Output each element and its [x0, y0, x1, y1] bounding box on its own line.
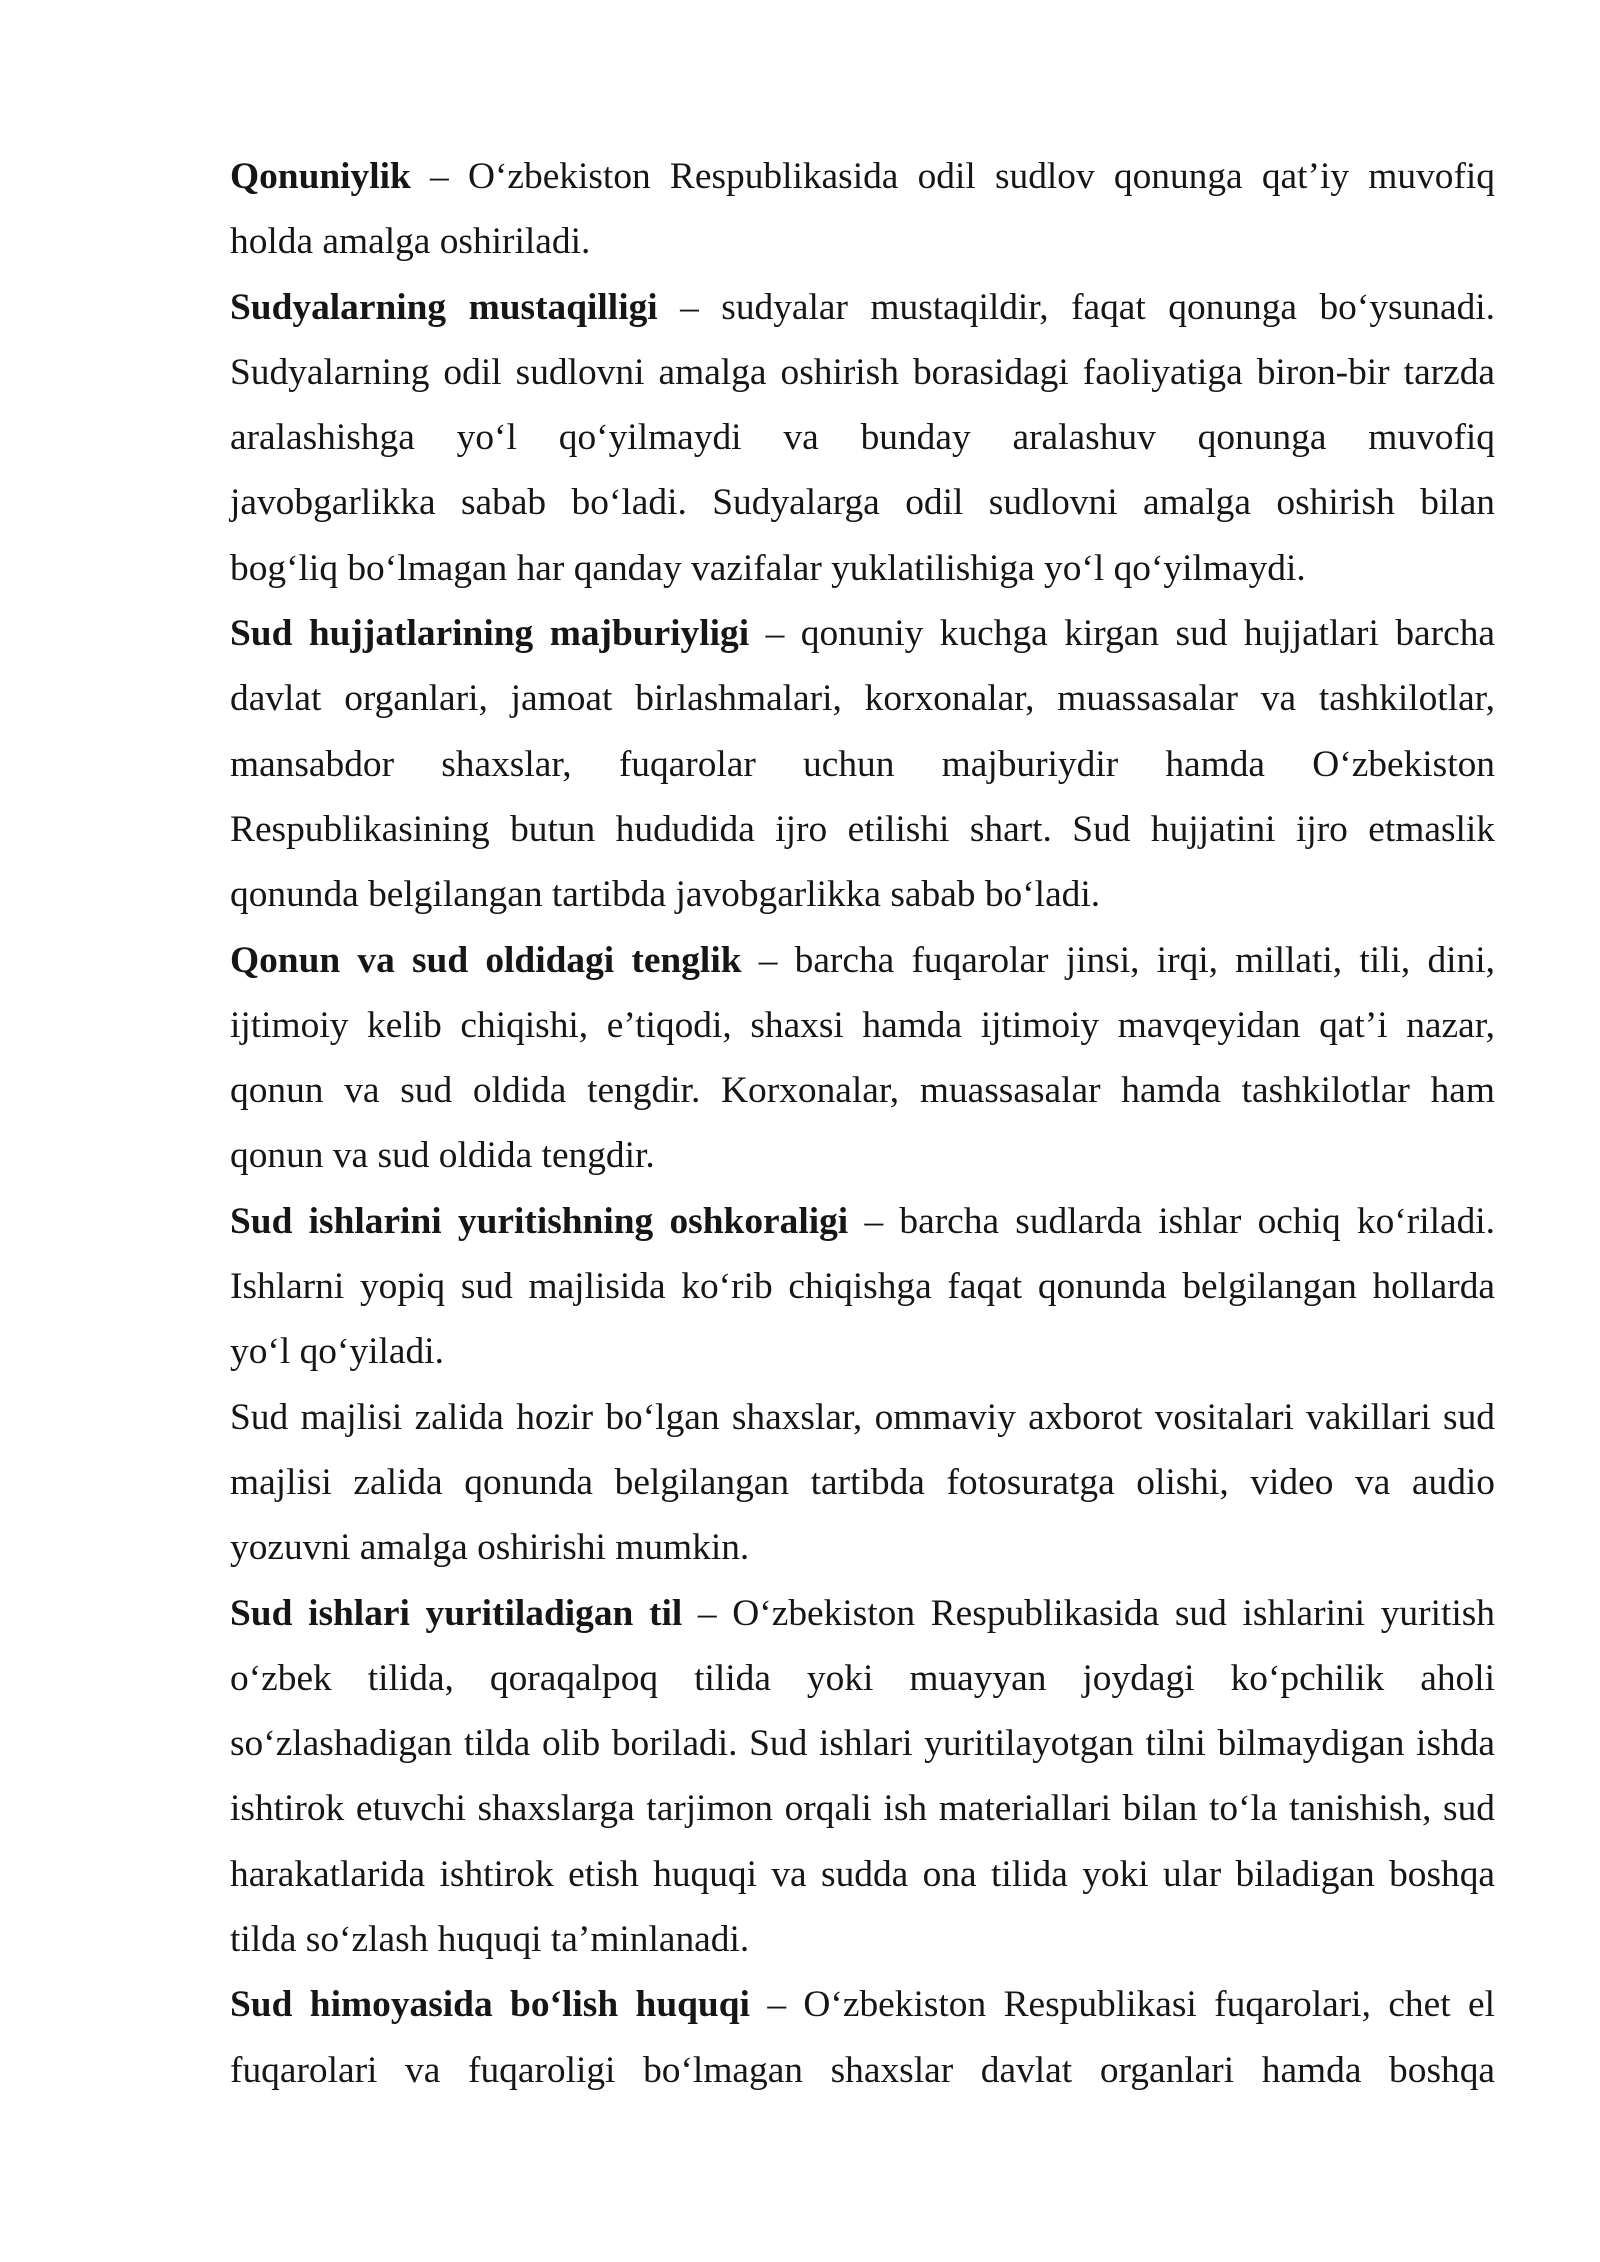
- paragraph-term: Qonun va sud oldidagi tenglik: [230, 939, 742, 981]
- text-line: [230, 1189, 1495, 1254]
- line-text: javobgarlikka sabab bo‘ladi. Sudyalarga odil sudlovni amalga oshirish bilan: [230, 482, 1495, 524]
- paragraph-term: Sud hujjatlarining majburiyligi: [230, 613, 750, 655]
- line-text: – O‘zbekiston Respublikasida odil sudlov qonunga qat’iy muvofiq: [430, 156, 1495, 197]
- text-line: [230, 405, 1495, 470]
- paragraph-term: Sud ishlari yuritiladigan til: [230, 1592, 683, 1634]
- line-text: holda amalga oshiriladi.: [230, 221, 591, 263]
- line-text: mansabdor shaxslar, fuqarolar uchun majburiydir hamda O‘zbekiston: [230, 743, 1495, 785]
- text-line: [230, 797, 1495, 862]
- text-line: [230, 209, 1495, 274]
- line-text: – barcha fuqarolar jinsi, irqi, millati, tili, dini,: [758, 939, 1495, 981]
- line-text: qonun va sud oldida tengdir.: [230, 1135, 655, 1177]
- text-line: [230, 2038, 1495, 2103]
- paragraph: [230, 601, 1495, 927]
- text-line: [230, 340, 1495, 405]
- paragraph: [230, 275, 1495, 601]
- text-line: [230, 275, 1495, 340]
- text-block: [230, 144, 1495, 2103]
- line-text: – barcha sudlarda ishlar ochiq ko‘riladi.: [864, 1200, 1495, 1242]
- text-line: [230, 601, 1495, 666]
- text-line: [230, 862, 1495, 927]
- line-text: davlat organlari, jamoat birlashmalari, korxonalar, muassasalar va tashkilotlar,: [230, 678, 1495, 720]
- text-line: [230, 1515, 1495, 1580]
- paragraph: [230, 928, 1495, 1189]
- text-line: [230, 1385, 1495, 1450]
- text-line: [230, 144, 1495, 209]
- line-text: – O‘zbekiston Respublikasi fuqarolari, chet el: [767, 1984, 1495, 2026]
- line-text: ijtimoiy kelib chiqishi, e’tiqodi, shaxsi hamda ijtimoiy mavqeyidan qat’i nazar,: [230, 1004, 1495, 1046]
- text-line: [230, 1907, 1495, 1972]
- line-text: aralashishga yo‘l qo‘yilmaydi va bunday aralashuv qonunga muvofiq: [230, 417, 1495, 459]
- text-line: [230, 1776, 1495, 1841]
- text-line: [230, 1842, 1495, 1907]
- line-text: qonunda belgilangan tartibda javobgarlikka sabab bo‘ladi.: [230, 874, 1101, 916]
- text-line: [230, 1058, 1495, 1123]
- line-text: Respublikasining butun hududida ijro etilishi shart. Sud hujjatini ijro etmaslik: [230, 808, 1495, 850]
- paragraph: [230, 144, 1495, 275]
- line-text: tilda so‘zlash huquqi ta’minlanadi.: [230, 1919, 750, 1961]
- paragraph: [230, 1581, 1495, 1973]
- text-line: [230, 1646, 1495, 1711]
- paragraph-term: Sud himoyasida bo‘lish huquqi: [230, 1984, 750, 2026]
- text-line: [230, 1450, 1495, 1515]
- paragraph: [230, 1972, 1495, 2103]
- text-line: [230, 928, 1495, 993]
- text-line: [230, 470, 1495, 535]
- text-line: [230, 1319, 1495, 1384]
- line-text: – qonuniy kuchga kirgan sud hujjatlari barcha: [765, 613, 1495, 655]
- paragraph: [230, 1385, 1495, 1581]
- line-text: qonun va sud oldida tengdir. Korxonalar, muassasalar hamda tashkilotlar ham: [230, 1070, 1495, 1112]
- line-text: – sudyalar mustaqildir, faqat qonunga bo‘ysunadi.: [680, 286, 1495, 328]
- line-text: harakatlarida ishtirok etish huquqi va sudda ona tilida yoki ular biladigan boshqa: [230, 1853, 1495, 1895]
- line-text: fuqarolari va fuqaroligi bo‘lmagan shaxslar davlat organlari hamda boshqa: [230, 2049, 1495, 2091]
- line-text: ishtirok etuvchi shaxslarga tarjimon orqali ish materiallari bilan to‘la tanishish, sud: [230, 1788, 1495, 1830]
- paragraph-term: Qonuniylik: [230, 156, 411, 197]
- text-line: [230, 1972, 1495, 2037]
- text-line: [230, 666, 1495, 731]
- line-text: – O‘zbekiston Respublikasida sud ishlarini yuritish: [697, 1592, 1495, 1634]
- line-text: Sudyalarning odil sudlovni amalga oshirish borasidagi faoliyatiga biron-bir tarzda: [230, 351, 1495, 393]
- text-line: [230, 1123, 1495, 1188]
- line-text: bog‘liq bo‘lmagan har qanday vazifalar yuklatilishiga yo‘l qo‘yilmaydi.: [230, 547, 1306, 589]
- line-text: yozuvni amalga oshirishi mumkin.: [230, 1527, 750, 1569]
- text-line: [230, 1711, 1495, 1776]
- line-text: Sud majlisi zalida hozir bo‘lgan shaxslar, ommaviy axborot vositalari vakillari sud: [230, 1396, 1495, 1438]
- text-line: [230, 1581, 1495, 1646]
- line-text: o‘zbek tilida, qoraqalpoq tilida yoki muayyan joydagi ko‘pchilik aholi: [230, 1657, 1495, 1699]
- text-line: [230, 993, 1495, 1058]
- text-line: [230, 536, 1495, 601]
- paragraph-term: Sud ishlarini yuritishning oshkoraligi: [230, 1200, 849, 1242]
- text-line: [230, 732, 1495, 797]
- text-line: [230, 1254, 1495, 1319]
- line-text: majlisi zalida qonunda belgilangan tartibda fotosuratga olishi, video va audio: [230, 1461, 1495, 1503]
- line-text: Ishlarni yopiq sud majlisida ko‘rib chiqishga faqat qonunda belgilangan hollarda: [230, 1266, 1495, 1308]
- paragraph-term: Sudyalarning mustaqilligi: [230, 286, 658, 328]
- line-text: yo‘l qo‘yiladi.: [230, 1331, 444, 1373]
- line-text: so‘zlashadigan tilda olib boriladi. Sud ishlari yuritilayotgan tilni bilmaydigan ishda: [230, 1723, 1495, 1765]
- paragraph: [230, 1189, 1495, 1385]
